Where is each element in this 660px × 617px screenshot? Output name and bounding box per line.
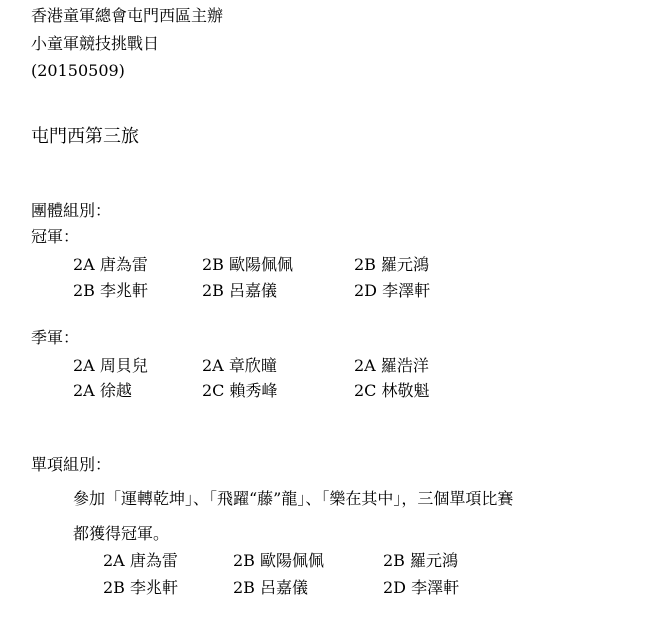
group-section-heading: 團體組別： bbox=[31, 201, 112, 220]
group-third-member: 2C 賴秀峰 bbox=[202, 381, 278, 400]
single-winner-member: 2B 羅元鴻 bbox=[383, 551, 459, 570]
group-third-member: 2C 林敬魁 bbox=[354, 381, 430, 400]
group-champion-member: 2B 羅元鴻 bbox=[354, 255, 430, 274]
group-third-member: 2A 章欣曈 bbox=[202, 356, 277, 375]
organizer-line: 香港童軍總會屯門西區主辦 bbox=[31, 6, 224, 25]
single-section-heading: 單項組別： bbox=[31, 455, 112, 474]
group-third-label: 季軍： bbox=[31, 328, 80, 347]
event-date: (20150509) bbox=[31, 61, 125, 80]
team-name: 屯門西第三旅 bbox=[31, 126, 139, 147]
group-champion-member: 2B 歐陽佩佩 bbox=[202, 255, 294, 274]
group-champion-member: 2A 唐為雷 bbox=[73, 255, 148, 274]
group-third-member: 2A 周貝兒 bbox=[73, 356, 148, 375]
single-winner-member: 2B 歐陽佩佩 bbox=[233, 551, 325, 570]
event-name: 小童軍競技挑戰日 bbox=[31, 34, 160, 53]
single-winner-member: 2B 呂嘉儀 bbox=[233, 578, 309, 597]
group-champion-member: 2B 呂嘉儀 bbox=[202, 281, 278, 300]
group-champion-member: 2B 李兆軒 bbox=[73, 281, 149, 300]
single-section-description: 參加「運轉乾坤」、「飛躍“藤”龍」、「樂在其中」，三個單項比賽 bbox=[73, 489, 514, 508]
group-champion-member: 2D 李澤軒 bbox=[354, 281, 431, 300]
single-winner-member: 2A 唐為雷 bbox=[103, 551, 178, 570]
single-section-description-cont: 都獲得冠軍。 bbox=[73, 524, 170, 543]
single-winner-member: 2D 李澤軒 bbox=[383, 578, 460, 597]
group-third-member: 2A 羅浩洋 bbox=[354, 356, 429, 375]
group-third-member: 2A 徐越 bbox=[73, 381, 132, 400]
group-champion-label: 冠軍： bbox=[31, 227, 80, 246]
single-winner-member: 2B 李兆軒 bbox=[103, 578, 179, 597]
